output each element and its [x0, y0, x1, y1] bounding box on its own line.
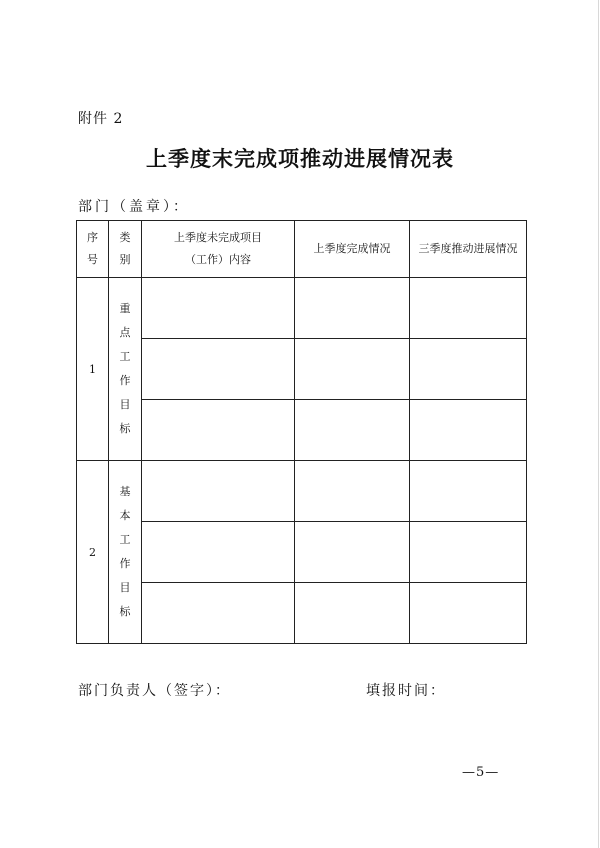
completion-cell[interactable]	[295, 278, 410, 339]
category-char: 基	[119, 485, 131, 498]
table-row	[77, 278, 527, 339]
group-seq: 2	[77, 461, 109, 644]
completion-cell[interactable]	[295, 339, 410, 400]
page-number: —5—	[462, 765, 500, 780]
table-row	[77, 400, 527, 461]
responsible-signature-label: 部门负责人（签字）：	[78, 683, 231, 699]
content-cell[interactable]	[142, 400, 295, 461]
progress-cell[interactable]	[410, 278, 527, 339]
header-content	[142, 221, 295, 278]
header-seq-char: 序	[87, 231, 98, 244]
category-char: 作	[119, 557, 131, 570]
content-cell[interactable]	[142, 278, 295, 339]
content-cell[interactable]	[142, 522, 295, 583]
group-category	[109, 278, 142, 461]
table-header-row	[77, 221, 527, 278]
category-char: 工	[119, 350, 131, 363]
category-char: 标	[119, 422, 131, 435]
completion-cell[interactable]	[295, 400, 410, 461]
document-title: 上季度末完成项推动进展情况表	[146, 146, 454, 171]
header-content-line: （工作）内容	[185, 253, 251, 266]
category-char: 工	[119, 533, 131, 546]
progress-cell[interactable]	[410, 461, 527, 522]
category-char: 标	[119, 605, 131, 618]
header-content-line: 上季度未完成项目	[174, 231, 262, 244]
table-row	[77, 461, 527, 522]
header-seq-char: 号	[87, 253, 98, 266]
category-char: 目	[119, 581, 131, 594]
progress-cell[interactable]	[410, 400, 527, 461]
content-cell[interactable]	[142, 339, 295, 400]
completion-cell[interactable]	[295, 583, 410, 644]
category-char: 本	[119, 509, 131, 522]
header-category-char: 类	[119, 231, 131, 244]
progress-cell[interactable]	[410, 522, 527, 583]
group-seq: 1	[77, 278, 109, 461]
completion-cell[interactable]	[295, 461, 410, 522]
attachment-label: 附件 2	[78, 111, 124, 127]
category-char: 作	[119, 374, 131, 387]
progress-cell[interactable]	[410, 339, 527, 400]
header-progress: 三季度推动进展情况	[410, 221, 527, 278]
category-char: 点	[119, 326, 131, 339]
progress-table	[76, 220, 527, 644]
header-completion: 上季度完成情况	[295, 221, 410, 278]
category-char: 目	[119, 398, 131, 411]
table-row	[77, 522, 527, 583]
completion-cell[interactable]	[295, 522, 410, 583]
header-category-char: 别	[119, 253, 131, 266]
category-char: 重	[119, 302, 131, 315]
header-category	[109, 221, 142, 278]
fill-date-label: 填报时间：	[366, 683, 446, 699]
group-category	[109, 461, 142, 644]
content-cell[interactable]	[142, 583, 295, 644]
content-cell[interactable]	[142, 461, 295, 522]
table-row	[77, 583, 527, 644]
department-label: 部门（盖章）：	[78, 199, 190, 215]
header-seq	[77, 221, 109, 278]
table-row	[77, 339, 527, 400]
progress-cell[interactable]	[410, 583, 527, 644]
